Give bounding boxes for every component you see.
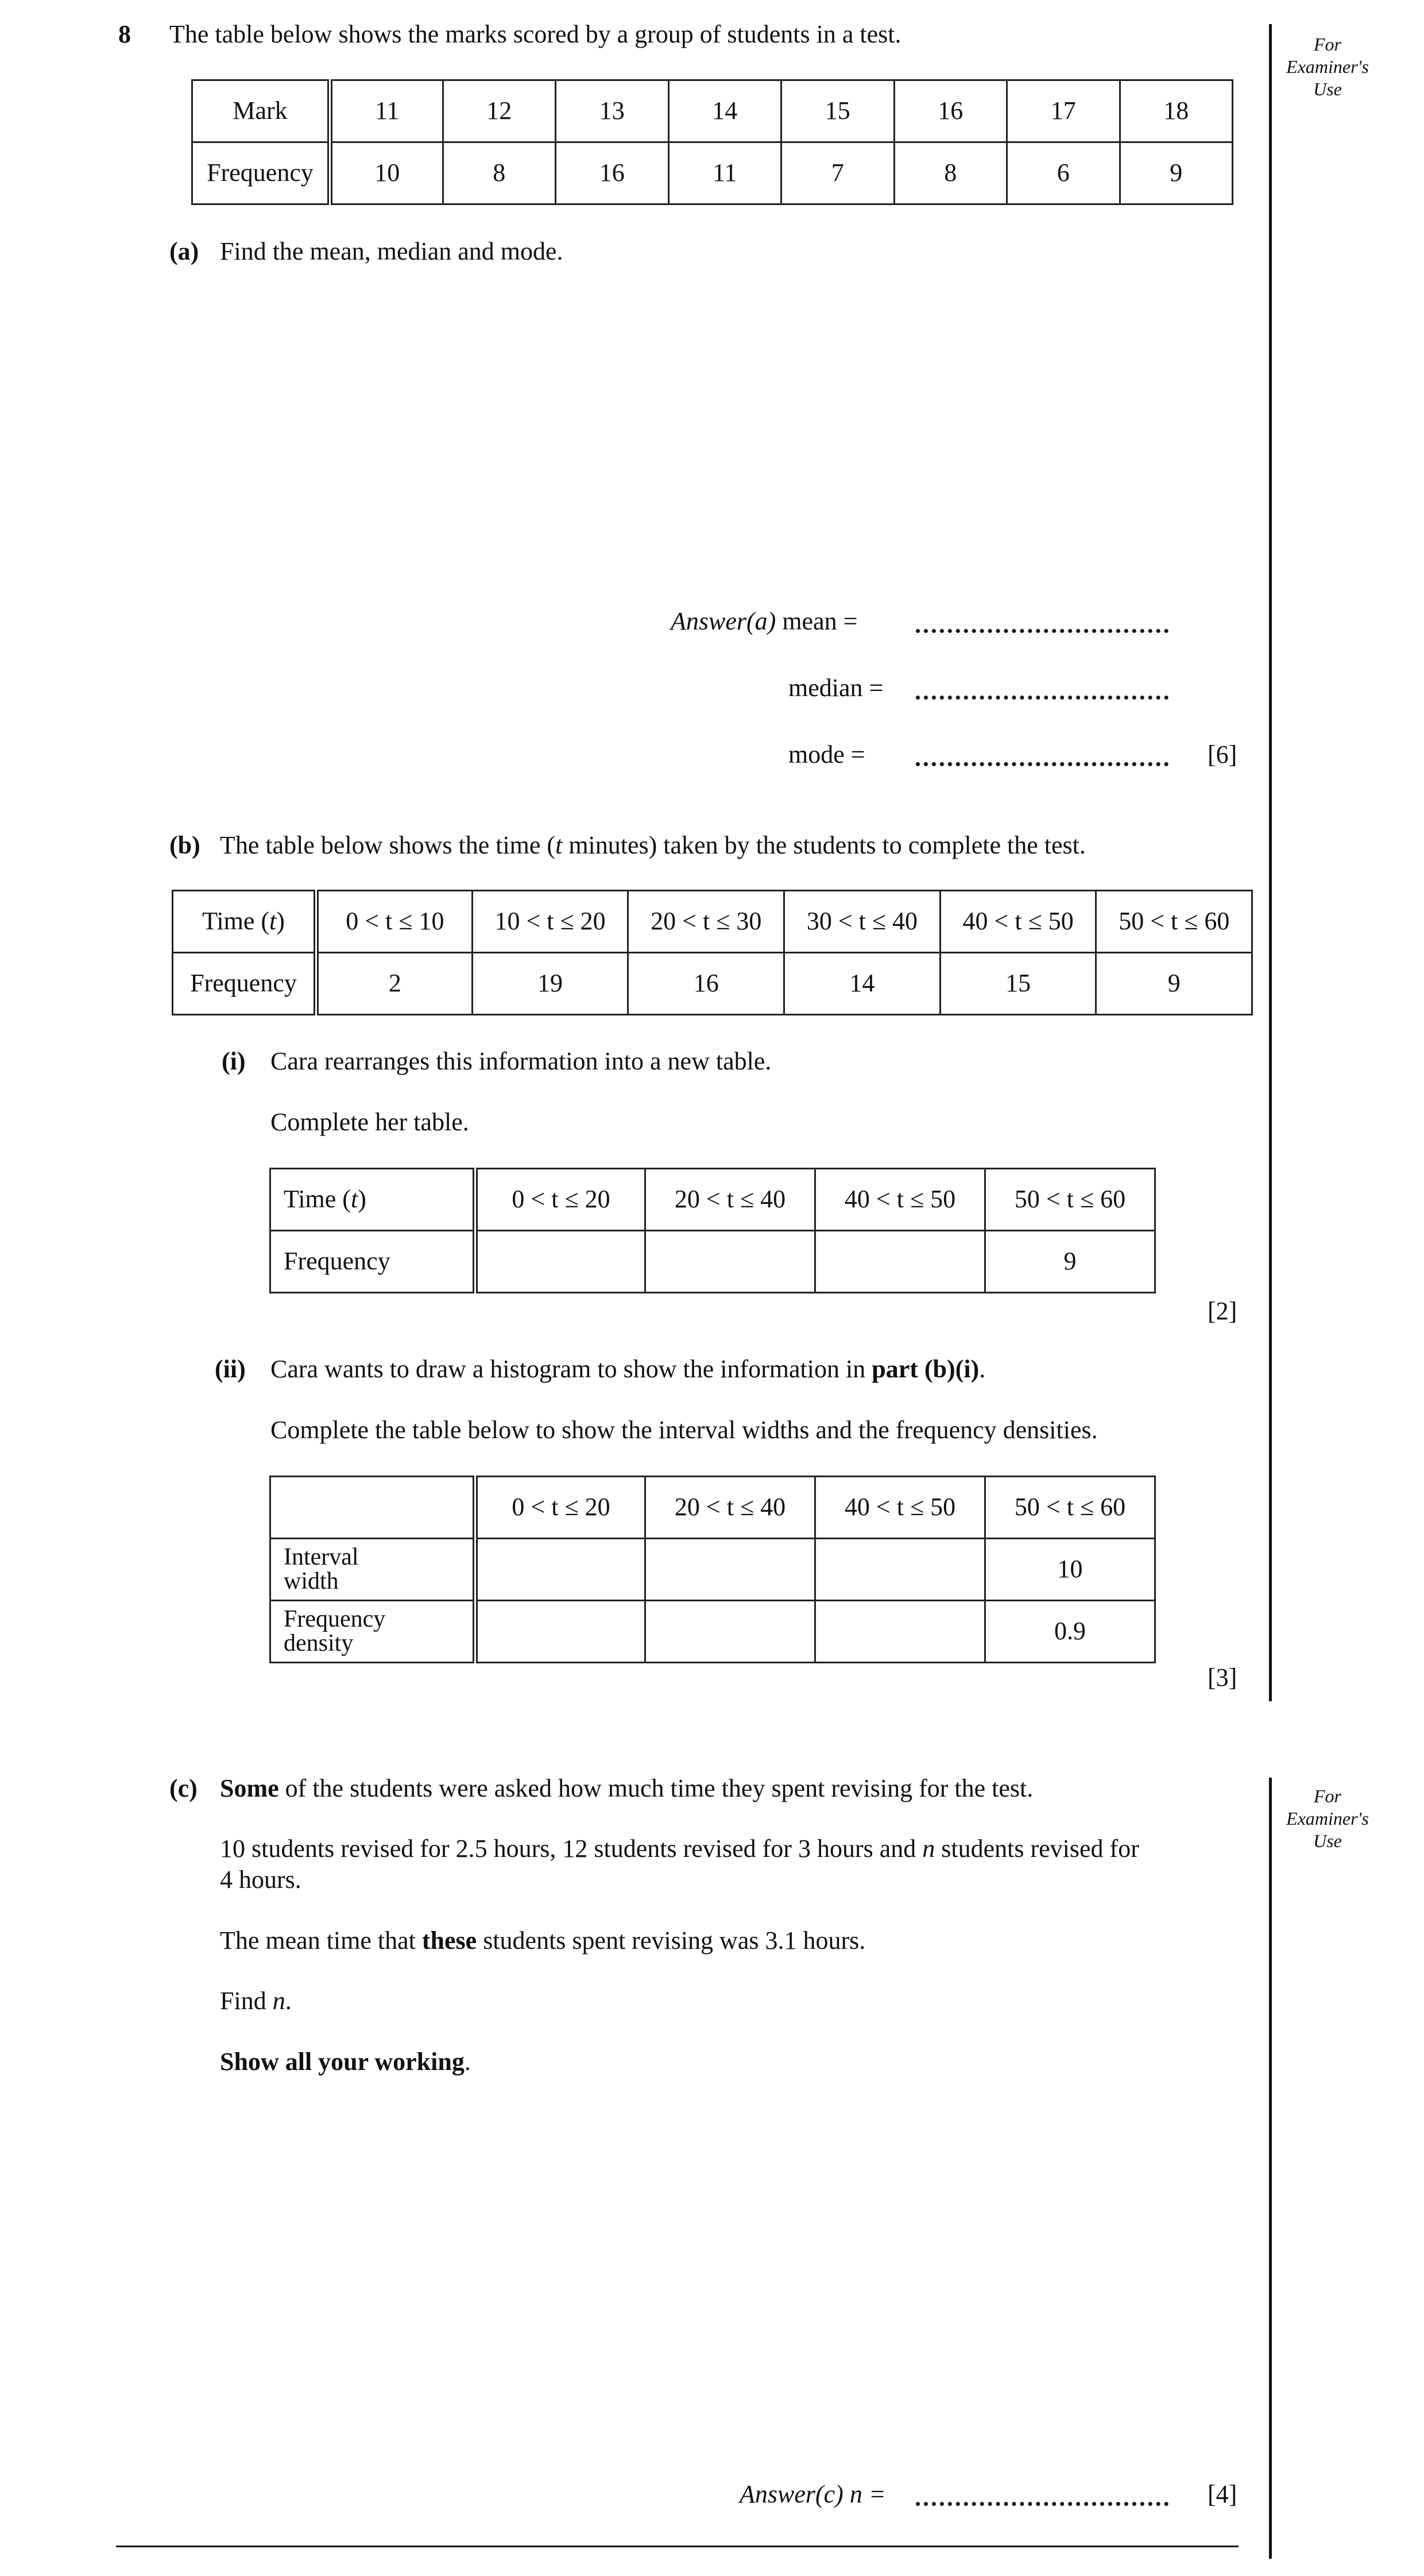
density-cell: 0.9 [985,1601,1155,1663]
mark-row-header: Mark [192,80,330,142]
mode-answer-field[interactable] [916,762,1168,766]
examiner-use-label-top [1276,33,1379,101]
margin-rule-bottom [1269,1778,1272,2559]
part-c-working-end: . [464,2048,471,2076]
part-b-i-instruction: Complete her table. [270,1108,469,1136]
part-b-label: (b) [169,831,200,859]
question-number: 8 [118,20,131,48]
part-c-label: (c) [169,1774,198,1802]
frequency-cell: 19 [472,953,628,1015]
density-answer-cell[interactable] [645,1601,815,1663]
part-b-ii-marks: [3] [1208,1663,1237,1691]
frequency-cell: 6 [1007,142,1120,204]
part-c-find-end: . [285,1987,292,2015]
mark-cell: 13 [556,80,669,142]
mark-cell: 17 [1007,80,1120,142]
examiner-use-line-1: For [1314,34,1341,55]
interval-cell: 40 < t ≤ 50 [815,1169,985,1231]
time-header-close: ) [358,1185,366,1214]
mark-cell: 16 [894,80,1007,142]
examiner-use-line-3: Use [1313,1830,1342,1852]
part-c-find [220,1986,292,2017]
answer-a-mean-line [671,607,857,637]
frequency-density-header-line-2: density [284,1629,354,1656]
part-c-para-2-line-2: 4 hours. [220,1866,301,1894]
examiner-use-line-1: For [1314,1786,1341,1806]
question-intro: The table below shows the marks scored by a group of students in a test. [169,20,901,48]
part-c-text-rest: of the students were asked how much time they spent revising for the test. [278,1774,1034,1802]
frequency-cell: 10 [330,142,443,204]
rearranged-table [269,1168,1156,1293]
width-cell: 10 [985,1539,1155,1601]
interval-cell: 50 < t ≤ 60 [985,1169,1155,1231]
part-b-text-variable: t [555,831,563,859]
part-c-para-3-bold: these [421,1926,477,1955]
time-row-header [270,1169,475,1231]
part-c-find-text: Find [220,1987,273,2015]
median-label: median = [788,674,884,702]
part-c-para-3 [220,1926,865,1956]
part-c-para-3-start: The mean time that [220,1926,422,1955]
frequency-cell: 14 [784,953,941,1015]
width-answer-cell[interactable] [475,1539,645,1601]
frequency-cell: 8 [894,142,1007,204]
mark-cell: 15 [781,80,895,142]
part-b-i-text: Cara rearranges this information into a new table. [270,1047,772,1075]
time-header-variable: t [269,907,277,936]
interval-cell: 10 < t ≤ 20 [472,891,628,953]
frequency-answer-cell[interactable] [645,1231,815,1293]
frequency-cell: 9 [1120,142,1233,204]
interval-width-header-line-2: width [284,1567,339,1594]
density-answer-cell[interactable] [815,1601,985,1663]
part-c-text-bold: Some [220,1774,279,1802]
part-c-find-variable: n [272,1987,285,2015]
interval-cell: 0 < t ≤ 20 [475,1169,645,1231]
examiner-use-line-3: Use [1313,79,1342,100]
interval-cell: 0 < t ≤ 20 [475,1477,645,1539]
part-c-working-bold: Show all your working [220,2048,465,2076]
frequency-cell: 9 [1096,953,1252,1015]
marks-table [191,79,1233,205]
part-c-working [220,2047,471,2077]
frequency-answer-cell[interactable] [475,1231,645,1293]
frequency-cell: 15 [940,953,1096,1015]
margin-rule-top [1269,24,1272,1701]
mark-cell: 12 [443,80,556,142]
frequency-cell: 16 [556,142,669,204]
frequency-density-header-line-1: Frequency [284,1606,386,1633]
frequency-row-header: Frequency [192,142,330,204]
part-b-ii-text-bold: part (b)(i) [872,1355,980,1383]
part-b-ii-text [270,1354,985,1385]
time-header-text: Time ( [202,907,270,936]
part-a-label: (a) [169,237,199,265]
interval-cell: 20 < t ≤ 40 [645,1477,815,1539]
part-b-text-end: minutes) taken by the students to complete the test. [562,831,1086,859]
part-c-marks: [4] [1208,2480,1237,2508]
part-c-para-3-end: students spent revising was 3.1 hours. [477,1926,866,1955]
median-answer-field[interactable] [916,696,1168,700]
time-table [172,890,1253,1015]
frequency-density-row-header [270,1601,475,1663]
page-bottom-rule [116,2546,1239,2547]
interval-cell: 30 < t ≤ 40 [784,891,941,953]
interval-cell: 20 < t ≤ 40 [645,1169,815,1231]
frequency-cell: 8 [443,142,556,204]
part-b-i-marks: [2] [1208,1297,1237,1325]
part-a-marks: [6] [1208,740,1237,768]
interval-cell: 0 < t ≤ 10 [316,891,473,953]
interval-cell: 50 < t ≤ 60 [985,1477,1155,1539]
frequency-row-header: Frequency [173,953,316,1015]
frequency-cell: 16 [628,953,784,1015]
mean-label: mean = [782,607,858,635]
width-answer-cell[interactable] [645,1539,815,1601]
part-b-ii-instruction: Complete the table below to show the interval widths and the frequency densities. [270,1416,1098,1444]
examiner-use-line-2: Examiner's [1286,56,1369,78]
blank-corner-cell [270,1477,475,1539]
part-b-i-label: (i) [222,1047,246,1075]
frequency-row-header: Frequency [270,1231,475,1293]
part-b-ii-text-start: Cara wants to draw a histogram to show the information in [270,1355,872,1383]
mode-label: mode = [788,740,865,768]
time-header-variable: t [350,1185,358,1214]
time-row-header [173,891,316,953]
mean-answer-field[interactable] [916,629,1168,633]
histogram-table [269,1476,1156,1663]
part-c-variable: n [922,1835,935,1863]
part-c-text [220,1774,1033,1804]
frequency-answer-cell[interactable] [815,1231,985,1293]
mark-cell: 18 [1120,80,1233,142]
interval-cell: 20 < t ≤ 30 [628,891,784,953]
frequency-cell: 2 [316,953,473,1015]
examiner-use-label-bottom [1276,1785,1379,1852]
part-c-para-2 [220,1834,1139,1864]
interval-cell: 50 < t ≤ 60 [1096,891,1252,953]
answer-a-prefix: Answer(a) [671,607,776,635]
n-answer-field[interactable] [916,2502,1168,2506]
answer-c-label: Answer(c) n = [740,2480,886,2508]
examiner-use-line-2: Examiner's [1286,1808,1369,1829]
time-header-close: ) [276,907,285,936]
interval-cell: 40 < t ≤ 50 [815,1477,985,1539]
width-answer-cell[interactable] [815,1539,985,1601]
mark-cell: 11 [330,80,443,142]
density-answer-cell[interactable] [475,1601,645,1663]
interval-cell: 40 < t ≤ 50 [940,891,1096,953]
time-header-text: Time ( [284,1185,351,1214]
interval-width-row-header [270,1539,475,1601]
part-b-ii-label: (ii) [215,1355,246,1383]
frequency-cell: 11 [668,142,781,204]
frequency-cell: 7 [781,142,895,204]
frequency-cell: 9 [985,1231,1155,1293]
part-c-para-2-end: students revised for [935,1835,1139,1863]
mark-cell: 14 [668,80,781,142]
interval-width-header-line-1: Interval [284,1544,359,1571]
part-b-text [220,831,1086,861]
part-b-text-start: The table below shows the time ( [220,831,556,859]
part-c-para-2-start: 10 students revised for 2.5 hours, 12 students revised for 3 hours and [220,1835,923,1863]
part-a-text: Find the mean, median and mode. [220,237,563,265]
part-b-ii-text-end: . [979,1355,986,1383]
